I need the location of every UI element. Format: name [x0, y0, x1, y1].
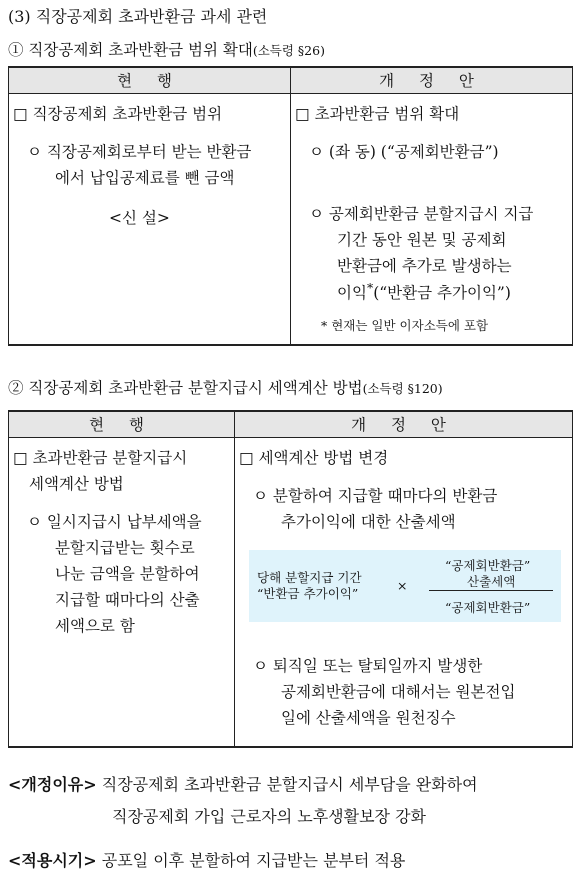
effective-label: <적용시기> [8, 851, 97, 870]
part1-title [8, 38, 325, 60]
part2-title-text: ② 직장공제회 초과반환금 분할지급시 세액계산 방법 [8, 379, 363, 397]
effective-date [8, 848, 405, 871]
formula-left-line2: “반환금 추가이익” [257, 585, 359, 601]
section-heading: (3) 직장공제회 초과반환금 과세 관련 [8, 7, 268, 26]
effective-text: 공포일 이후 분할하여 지급받는 분부터 적용 [101, 851, 406, 870]
part1-revised-cell [291, 94, 572, 344]
part2-revised-line: ㅇ 분할하여 지급할 때마다의 반환금 [253, 486, 498, 505]
part1-current-cell [9, 94, 290, 344]
reason-text2: 직장공제회 가입 근로자의 노후생활보장 강화 [112, 807, 427, 826]
reason-line1 [8, 772, 478, 795]
part2-revised-line: □ 세액계산 방법 변경 [239, 448, 389, 467]
part1-revised-line: ㅇ (좌 동) (“공제회반환금”) [309, 142, 499, 161]
part1-current-line: <신 설> [109, 208, 170, 227]
part2-comparison-table [8, 410, 573, 748]
part1-revised-line: □ 초과반환금 범위 확대 [295, 104, 460, 123]
part1-comparison-table [8, 66, 573, 346]
part1-col-current: 현 행 [9, 67, 291, 93]
part2-col-current: 현 행 [9, 411, 235, 437]
profit-word: 이익 [337, 283, 367, 302]
part2-current-cell [9, 438, 234, 746]
reason-label: <개정이유> [8, 775, 97, 794]
formula-denominator: “공제회반환금” [445, 599, 531, 615]
part1-current-line: ㅇ 직장공제회로부터 받는 반환금 [27, 142, 252, 161]
part2-title [8, 376, 443, 398]
part2-current-line: 세액으로 함 [55, 616, 135, 635]
reason-text1: 직장공제회 초과반환금 분할지급시 세부담을 완화하여 [101, 775, 478, 794]
part2-current-line: 나눈 금액을 분할하여 [55, 564, 200, 583]
part2-col-revised: 개 정 안 [235, 411, 573, 437]
tax-formula-box [249, 550, 561, 622]
part1-current-line: 에서 납입공제료를 뺀 금액 [55, 168, 235, 187]
formula-times-sign: × [397, 577, 408, 593]
part2-revised-line: ㅇ 퇴직일 또는 탈퇴일까지 발생한 [253, 656, 483, 675]
footnote-marker: * [366, 279, 374, 295]
part1-revised-line: 반환금에 추가로 발생하는 [337, 256, 512, 275]
part1-title-text: ① 직장공제회 초과반환금 범위 확대 [8, 41, 253, 59]
part2-revised-line: 추가이익에 대한 산출세액 [281, 512, 456, 531]
part1-revised-line: ㅇ 공제회반환금 분할지급시 지급 [309, 204, 534, 223]
formula-numerator-line1: “공제회반환금” [445, 557, 531, 573]
part1-revised-line: 기간 동안 원본 및 공제회 [337, 230, 507, 249]
part2-ref: (소득령 §120) [362, 381, 443, 396]
part2-current-line: 지급할 때마다의 산출 [55, 590, 200, 609]
part2-current-line: ㅇ 일시지급시 납부세액을 [27, 512, 202, 531]
profit-alias: (“반환금 추가이익”) [373, 283, 511, 302]
formula-numerator-line2: 산출세액 [467, 573, 516, 589]
part2-revised-line: 공제회반환금에 대해서는 원본전입 [281, 682, 516, 701]
formula-left-line1: 당해 분할지급 기간 [257, 569, 362, 585]
part2-revised-line: 일에 산출세액을 원천징수 [281, 708, 456, 727]
part2-revised-cell [235, 438, 572, 746]
part2-current-line: 세액계산 방법 [29, 474, 124, 493]
part2-current-line: 분할지급받는 횟수로 [55, 538, 195, 557]
part1-footnote: * 현재는 일반 이자소득에 포함 [321, 317, 489, 333]
part1-revised-line [337, 280, 511, 303]
part2-current-line: □ 초과반환금 분할지급시 [13, 448, 188, 467]
part1-col-revised: 개 정 안 [291, 67, 573, 93]
formula-fraction-bar [429, 590, 553, 591]
part1-ref: (소득령 §26) [252, 43, 325, 58]
part1-current-line: □ 직장공제회 초과반환금 범위 [13, 104, 223, 123]
